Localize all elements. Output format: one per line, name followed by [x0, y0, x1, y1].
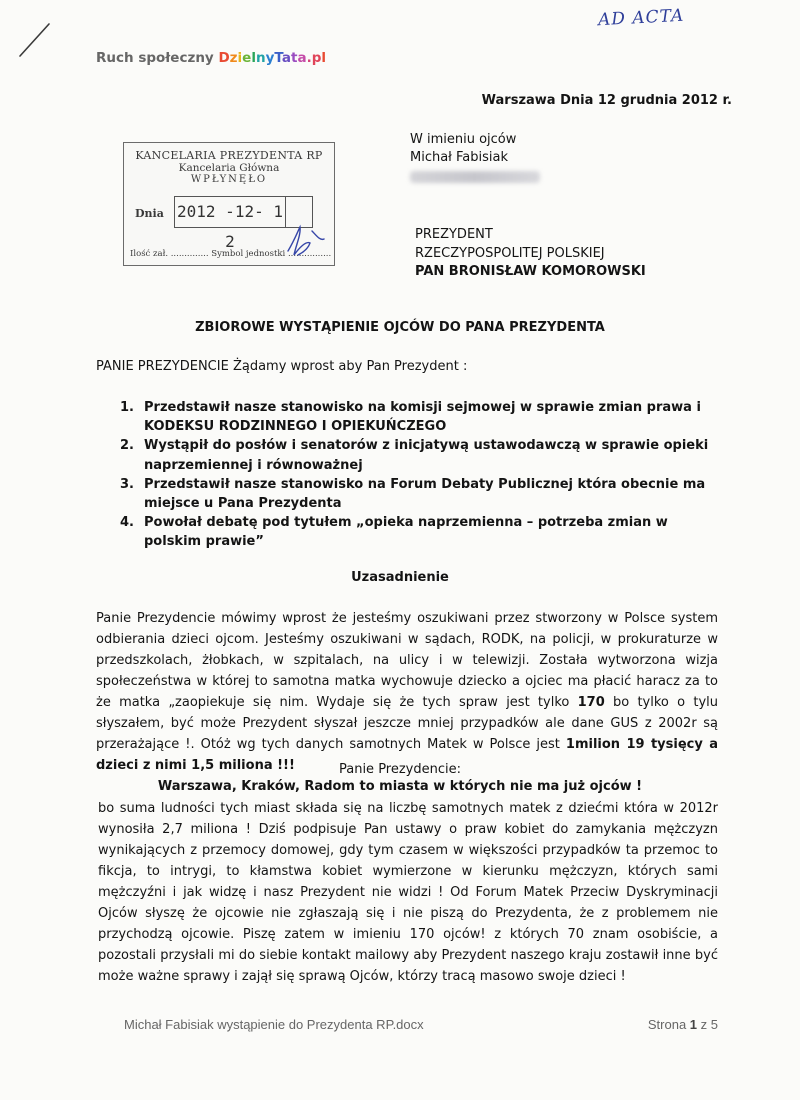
- list-item-text: Powołał debatę pod tytułem „opieka naprzemienna – potrzeba zmian w polskim prawie”: [144, 515, 668, 550]
- list-item: [96, 436, 722, 474]
- stamp-office: KANCELARIA PREZYDENTA RP: [135, 149, 323, 162]
- sender-block: [410, 131, 540, 183]
- incoming-stamp: [123, 142, 335, 266]
- brand-letter: p: [311, 50, 322, 66]
- section-heading: Uzasadnienie: [351, 570, 449, 585]
- brand-letter: t: [290, 50, 298, 66]
- brand-letter: a: [281, 50, 291, 66]
- list-item-number: 2.: [120, 438, 134, 454]
- handwritten-note: AD ACTA: [597, 5, 685, 31]
- org-prefix: Ruch społeczny: [96, 50, 219, 66]
- brand-letter: i: [237, 50, 243, 66]
- paragraph-1-bold-stat: 1milion 19 tysięcy a dzieci z nimi 1,5 miliona !!!: [96, 737, 718, 773]
- demands-list: [96, 398, 722, 552]
- list-item-text: Przedstawił nasze stanowisko na komisji sejmowej w sprawie zmian prawa i KODEKSU RODZINNEGO I OPIEKUŃCZEGO: [144, 400, 701, 435]
- recipient-name: PAN BRONISŁAW KOMOROWSKI: [415, 264, 646, 279]
- sender-line1: W imieniu ojców: [410, 132, 517, 147]
- page-prefix: Strona: [647, 1017, 690, 1032]
- paragraph-1-text: Panie Prezydencie mówimy wprost że jesteśmy oszukiwani przez stworzony w Polsce system odbierania dzieci ojcom. Jesteśmy oszukiwani w sądach, RODK, na policji, w prokuraturze w przedszkolach, żłobkach, w szpitalach, na ulicy i w telewizji. Została wytworzona wizja społeczeństwa w której to samotna matka wychowuje dziecko a ojciec ma płacić haracz za to że matka „zaopiekuje się nim. Wydaje się że tych spraw jest tylko: [96, 611, 718, 710]
- brand-letter: a: [297, 50, 307, 66]
- brand-letter: n: [255, 50, 266, 66]
- brand-letter: T: [274, 50, 282, 66]
- stamp-received: WPŁYNĘŁO: [190, 174, 268, 185]
- list-item-number: 4.: [120, 515, 134, 531]
- recipient-block: [415, 226, 646, 282]
- date-line: Warszawa Dnia 12 grudnia 2012 r.: [481, 93, 732, 108]
- org-header: [96, 50, 326, 66]
- pen-stroke-mark: [18, 22, 52, 58]
- list-item-number: 3.: [120, 476, 134, 492]
- brand-letter: e: [242, 50, 252, 66]
- list-item: [96, 475, 722, 513]
- list-item: [96, 398, 722, 436]
- address-line: Panie Prezydencie:: [338, 762, 461, 777]
- paragraph-2-heading: Warszawa, Kraków, Radom to miasta w których nie ma już ojców !: [157, 779, 643, 794]
- brand-name: [218, 50, 326, 66]
- brand-letter: y: [265, 50, 275, 66]
- paragraph-1-text-2: bo tylko o tylu słyszałem, być może Prezydent słyszał jeszcze mniej przypadków ale dane GUS z 2002r są przerażające !. Otóż wg tych danych samotnych Matek w Polsce jest: [96, 695, 718, 752]
- brand-letter: z: [229, 50, 238, 66]
- list-item-text: Przedstawił nasze stanowisko na Forum Debaty Publicznej która obecnie ma miejsce u Pana Prezydenta: [144, 476, 706, 512]
- list-item-text: Wystąpił do posłów i senatorów z inicjatywą ustawodawczą w sprawie opieki naprzemiennej i równoważnej: [144, 438, 709, 473]
- stamp-date-value: 2012 -12- 1 2: [174, 196, 286, 228]
- stamp-date-label: Dnia: [135, 207, 164, 220]
- footer-page-number: [648, 1017, 718, 1032]
- page-current: 1: [689, 1017, 698, 1032]
- intro-line: PANIE PREZYDENCIE Żądamy wprost aby Pan Prezydent :: [96, 359, 468, 374]
- paragraph-1: [96, 608, 718, 776]
- page-total: 5: [710, 1017, 718, 1032]
- sender-name: Michał Fabisiak: [410, 150, 509, 165]
- paragraph-1-bold-count: 170: [577, 695, 605, 710]
- brand-letter: D: [218, 50, 230, 66]
- page-separator: z: [697, 1017, 711, 1032]
- redacted-address: [410, 171, 540, 183]
- footer-filename: Michał Fabisiak wystąpienie do Prezydenta RP.docx: [124, 1017, 424, 1032]
- stamp-bottom-line: Ilość zał. .............. Symbol jednostki ................: [130, 249, 332, 259]
- brand-letter: l: [321, 50, 327, 66]
- brand-letter: .: [306, 50, 312, 66]
- stamp-department: Kancelaria Główna: [178, 162, 280, 174]
- paragraph-2: bo suma ludności tych miast składa się na liczbę samotnych matek z dziećmi która w 2012r wynosiła 2,7 miliona ! Dziś podpisuje Pan ustawy o praw kobiet do zamykania mężczyzn wynikających z przemocy domowej, gdy tym czasem w większości przypadków ta przemoc to fikcja, to intrygi, to kłamstwa kobiet wymierzone w kierunku mężczyzn, których sami mężczyźni i jak widzę i nasz Prezydent nie widzi ! Od Forum Matek Przeciw Dyskryminacji Ojców słyszę że ojcowie nie zgłaszają się i nie piszą do Prezydenta, że z problemem nie przychodzą ojcowie. Piszę zatem w imieniu 170 ojców! z których 70 znam osobiście, a pozostali przysłali mi do siebie kontakt mailowy aby Prezydent naszego kraju zostawił inne być może ważne sprawy i zajął się sprawą Ojców, którzy tracą masowo swoje dzieci !: [98, 801, 718, 984]
- document-title: ZBIOROWE WYSTĄPIENIE OJCÓW DO PANA PREZYDENTA: [195, 320, 605, 335]
- list-item: [96, 513, 722, 551]
- stamp-signature: [284, 221, 328, 261]
- recipient-line2: RZECZYPOSPOLITEJ POLSKIEJ: [415, 245, 605, 261]
- list-item-number: 1.: [120, 400, 134, 415]
- brand-letter: l: [251, 50, 256, 66]
- recipient-line1: PREZYDENT: [415, 227, 493, 242]
